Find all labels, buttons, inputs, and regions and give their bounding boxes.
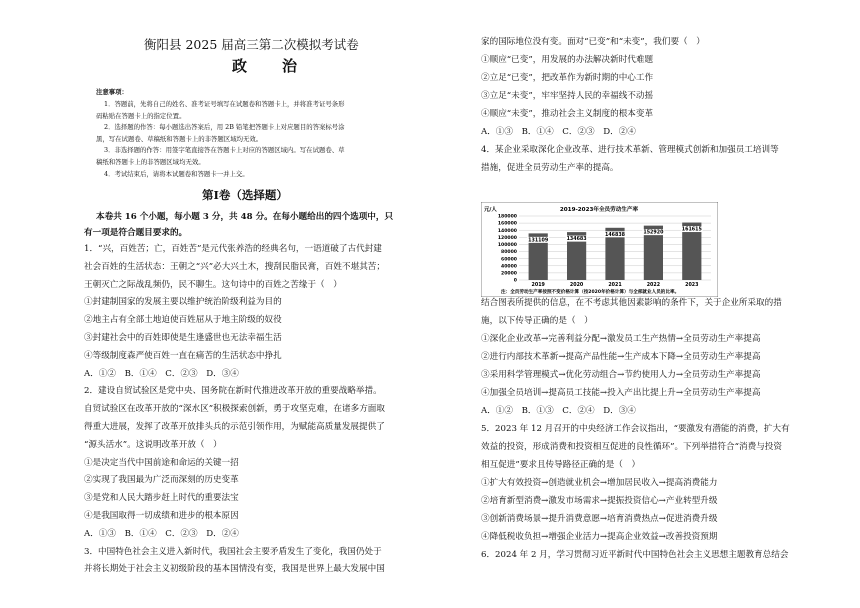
chart-ylabel: 元/人 (484, 207, 497, 213)
text-line: ①扩大有效投资→创造就业机会→增加居民收入→提高消费能力 (481, 478, 718, 488)
text-line: ③立足“未变”，牢牢坚持人民的幸福线不动摇 (481, 91, 654, 101)
text-line: 效益的投资，形成消费和投资相互促进的良性循环”。下列举措符合“消费与投资 (481, 442, 782, 452)
text-line: 得重大进展，发挥了改革开放排头兵的示范引领作用，为赋能高质量发展提供了 (84, 422, 385, 432)
notes-heading: 注意事项： (96, 88, 128, 96)
text-line: “源头活水”。这说明改革开放（ ） (84, 439, 222, 450)
text-line: ④顺应“未变”，推动社会主义制度的根本变革 (481, 109, 654, 119)
y-tick-label: 40000 (501, 264, 517, 270)
text-line: ④是我国取得一切成绩和进步的根本原因 (84, 511, 239, 521)
text-line: 1．“兴，百姓苦；亡，百姓苦”是元代张养浩的经典名句，一语道破了古代封建 (84, 244, 382, 254)
text-line: ①封建制国家的发展主要以维护统治阶级利益为目的 (84, 297, 282, 308)
text-line: ④加强全员培训→提高员工技能→投入产出比提上升→全员劳动生产率提高 (481, 388, 761, 398)
chart-title: 2019-2023年全员劳动生产率 (559, 207, 639, 213)
x-tick-label: 2022 (646, 283, 661, 288)
chart-svg (481, 202, 718, 297)
y-tick-label: 120000 (497, 235, 517, 241)
y-tick-label: 140000 (497, 228, 517, 234)
text-line: ①是决定当代中国前途和命运的关键一招 (84, 457, 239, 468)
text-line: 相互促进”要求且传导路径正确的是（ ） (481, 460, 641, 470)
chart-note: 注：全员劳动生产率按照不变价格计算（按2020年价格计算）与全部就业人员的比率。 (501, 290, 680, 295)
text-line: 结合图表所提供的信息，在不考虑其他因素影响的条件下，关于企业所采取的措 (481, 298, 782, 308)
text-line: 5．2023 年 12 月召开的中央经济工作会议指出，“要激发有潜能的消费，扩大有 (481, 424, 790, 434)
text-line: 6．2024 年 2 月，学习贯彻习近平新时代中国特色社会主义思想主题教育总结会 (481, 550, 789, 560)
bar-value-label: 134683 (566, 237, 587, 243)
text-line: ③封建社会中的百姓即使是生逢盛世也无法幸福生活 (84, 333, 282, 343)
text-line: ④降低税收负担→增强企业活力→提高企业效益→改善投资预期 (481, 532, 718, 542)
bar-value-label: 131109 (528, 238, 549, 244)
text-line: 措施，促进全员劳动生产率的提高。 (481, 163, 619, 173)
text-line: ③采用科学管理模式→优化劳动组合→节约使用人力→全员劳动生产率提高 (481, 370, 761, 380)
text-line: 施，以下传导正确的是（ ） (481, 316, 593, 326)
text-line: 社会百姓的生活状态：王朝之“兴”必大兴土木，搜刮民脂民膏，百姓不堪其苦； (84, 261, 385, 272)
text-line: A．①② B．①③ C．②④ D．③④ (481, 406, 636, 416)
y-tick-label: 100000 (497, 243, 517, 249)
x-tick-label: 2023 (685, 283, 699, 288)
text-line: ③创新消费场景→提升消费意愿→培育消费热点→促进消费升级 (481, 514, 718, 524)
y-tick-label: 20000 (501, 271, 517, 277)
text-line: 家的国际地位没有变。面对“已变”和“未变”，我们要（ ） (481, 37, 705, 47)
subject-title: 政 治 (232, 57, 308, 75)
y-tick-label: 180000 (497, 214, 517, 220)
text-line: 3．中国特色社会主义进入新时代，我国社会主要矛盾发生了变化，我国仍处于 (84, 546, 382, 557)
text-line: A．①③ B．①④ C．②③ D．②④ (84, 528, 239, 539)
text-line: ③是党和人民大踏步赶上时代的重要法宝 (84, 493, 239, 504)
text-line: 王朝灭亡之际战乱频仍，民不聊生。这句诗中的百姓之苦缘于（ ） (84, 279, 342, 290)
text-line: ②实现了我国最为广泛而深刻的历史变革 (84, 475, 239, 486)
text-line: ①顺应“已变”，用发展的办法解决新时代难题 (481, 55, 654, 65)
note-line: 码粘贴在答题卡上的指定位置。 (96, 111, 186, 120)
text-line: A．①② B．①④ C．②③ D．③④ (84, 368, 239, 379)
note-line: 3．非选择题的作答：用签字笔直接答在答题卡上对应的答题区域内。写在试题卷、草 (104, 146, 345, 155)
section-instruction-line: 有一项是符合题目要求的。 (84, 228, 188, 238)
text-line: ②培育新型消费→激发市场需求→提振投资信心→产业转型升级 (481, 496, 718, 506)
x-tick-label: 2020 (569, 283, 584, 288)
text-line: ②进行内部技术革新→提高产品性能→生产成本下降→全员劳动生产率提高 (481, 352, 761, 362)
note-line: 4．考试结束后，请将本试题卷和答题卡一并上交。 (104, 169, 249, 178)
section-instruction-line: 本卷共 16 个小题，每小题 3 分，共 48 分。在每小题给出的四个选项中，只 (96, 212, 394, 222)
bar-value-label: 152920 (643, 230, 664, 236)
bar-value-label: 161615 (681, 227, 702, 233)
note-line: 稿纸和答题卡上的非答题区域均无效。 (96, 158, 205, 166)
text-line: ②立足“已变”，把改革作为新时期的中心工作 (481, 73, 654, 83)
text-line: ①深化企业改革→完善利益分配→激发员工生产热情→全员劳动生产率提高 (481, 334, 761, 344)
text-line: 自贸试验区在改革开放的“深水区”积极探索创新，勇于攻坚克难，在诸多方面取 (84, 404, 385, 415)
text-line: 4．某企业采取深化企业改革、进行技术革新、管理模式创新和加强员工培训等 (481, 145, 779, 155)
note-line: 2．选择题的作答：每小题选出答案后，用 2B 铅笔把答题卡上对应题目的答案标号涂 (104, 123, 345, 132)
exam-title: 衡阳县 2025 届高三第二次模拟考试卷 (144, 37, 359, 52)
text-line: 并将长期处于社会主义初级阶段的基本国情没有变，我国是世界上最大发展中国 (84, 564, 385, 575)
y-tick-label: 80000 (501, 250, 517, 256)
bar-value-label: 146838 (604, 232, 626, 238)
text-line: ④等级制度森严使百姓一直在痛苦的生活状态中挣扎 (84, 350, 282, 361)
section-title: 第Ⅰ卷（选择题） (202, 188, 288, 202)
text-line: 2．建设自贸试验区是党中央、国务院在新时代推进改革开放的重要战略举措。 (84, 386, 382, 397)
y-tick-label: 60000 (501, 257, 517, 263)
productivity-chart (481, 202, 718, 297)
text-line: A．①③ B．①④ C．②③ D．②④ (481, 127, 636, 137)
y-tick-label: 0 (513, 278, 517, 284)
x-tick-label: 2021 (608, 283, 622, 288)
y-tick-label: 160000 (497, 221, 517, 227)
x-tick-label: 2019 (531, 283, 545, 288)
text-line: ②地主占有全部土地迫使百姓屈从于地主阶级的奴役 (84, 315, 282, 326)
note-line: 1．答题前，先将自己的姓名、准考证号填写在试题卷和答题卡上，并将准考证号条形 (104, 100, 345, 108)
note-line: 黑，写在试题卷、草稿纸和答题卡上的非答题区域均无效。 (96, 134, 263, 143)
